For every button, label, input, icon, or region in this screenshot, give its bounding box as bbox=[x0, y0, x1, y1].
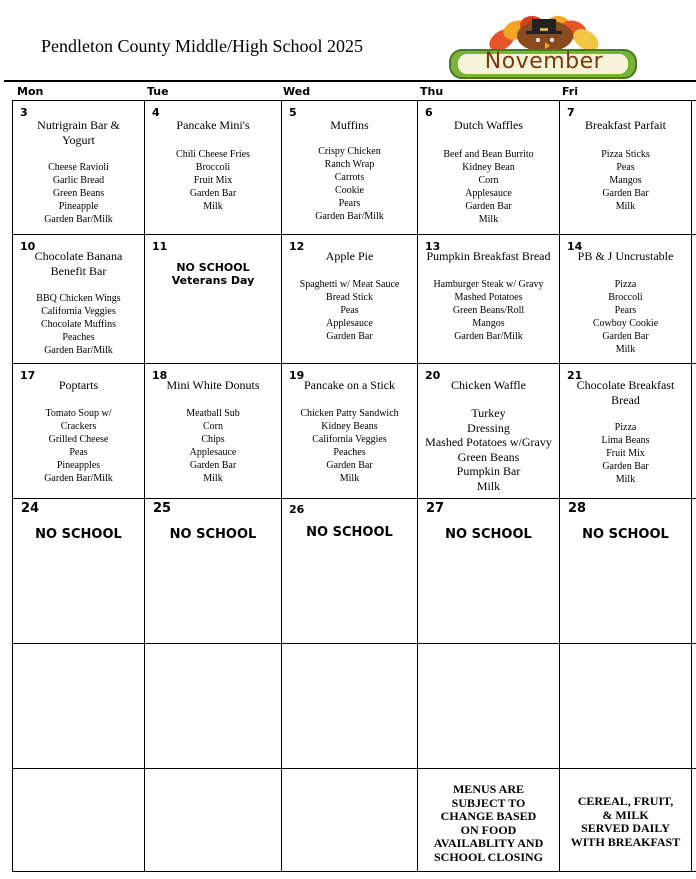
date-number: 24 bbox=[21, 501, 40, 516]
day-cell-11 bbox=[145, 235, 281, 363]
day-cell-28 bbox=[560, 499, 691, 643]
breakfast-item: Pancake Mini's bbox=[176, 118, 250, 132]
lunch-menu: Pizza Broccoli Pears Cowboy Cookie Garden Bar Milk bbox=[592, 279, 659, 355]
breakfast-item: Mini White Donuts bbox=[166, 378, 260, 392]
breakfast-item: Chocolate Breakfast Bread bbox=[576, 378, 675, 407]
date-number: 20 bbox=[425, 369, 441, 382]
date-number: 14 bbox=[567, 240, 583, 253]
lunch-menu: Spaghetti w/ Meat Sauce Bread Stick Peas Applesauce Garden Bar bbox=[299, 279, 400, 342]
date-number: 10 bbox=[20, 240, 36, 253]
date-number: 21 bbox=[567, 369, 583, 382]
date-number: 11 bbox=[152, 240, 168, 253]
grid-rule bbox=[691, 100, 692, 872]
day-cell-27 bbox=[418, 499, 559, 643]
no-school-notice: NO SCHOOL bbox=[306, 525, 393, 540]
lunch-menu: Meatball Sub Corn Chips Applesauce Garden Bar Milk bbox=[186, 408, 240, 484]
lunch-menu: Cheese Ravioli Garlic Bread Green Beans Pineapple Garden Bar/Milk bbox=[44, 162, 113, 225]
school-title: Pendleton County Middle/High School 2025 bbox=[41, 36, 363, 56]
day-cell-20 bbox=[418, 364, 559, 498]
day-mon: Mon bbox=[17, 85, 44, 98]
no-school-notice: NO SCHOOL bbox=[35, 527, 122, 542]
day-cell-10 bbox=[13, 235, 144, 363]
day-cell-6 bbox=[418, 101, 559, 234]
day-fri: Fri bbox=[562, 85, 579, 98]
day-cell-18 bbox=[145, 364, 281, 498]
date-number: 6 bbox=[425, 106, 433, 119]
grid-rule bbox=[12, 871, 696, 872]
menu-change-note: MENUS ARE SUBJECT TO CHANGE BASED ON FOOD AVAILABLITY AND SCHOOL CLOSING bbox=[433, 782, 544, 864]
lunch-menu: Turkey Dressing Mashed Potatoes w/Gravy Green Beans Pumpkin Bar Milk bbox=[425, 406, 552, 493]
lunch-menu: Chicken Patty Sandwich Kidney Beans California Veggies Peaches Garden Bar Milk bbox=[300, 408, 399, 484]
date-number: 26 bbox=[289, 503, 305, 516]
breakfast-item: Nutrigrain Bar & Yogurt bbox=[37, 118, 120, 147]
no-school-notice: NO SCHOOL bbox=[169, 527, 257, 542]
breakfast-item: Pancake on a Stick bbox=[304, 378, 395, 392]
date-number: 18 bbox=[152, 369, 168, 382]
day-cell-25 bbox=[145, 499, 281, 643]
breakfast-item: Pumpkin Breakfast Bread bbox=[426, 249, 551, 263]
no-school-notice: NO SCHOOL bbox=[582, 527, 669, 542]
lunch-menu: Tomato Soup w/ Crackers Grilled Cheese Peas Pineapples Garden Bar/Milk bbox=[44, 408, 113, 484]
day-cell-5 bbox=[282, 101, 417, 234]
date-number: 25 bbox=[153, 501, 172, 516]
no-school-notice: NO SCHOOL Veterans Day bbox=[171, 261, 255, 287]
day-cell-13 bbox=[418, 235, 559, 363]
date-number: 17 bbox=[20, 369, 36, 382]
day-thu: Thu bbox=[420, 85, 444, 98]
breakfast-note: CEREAL, FRUIT, & MILK SERVED DAILY WITH BREAKFAST bbox=[570, 794, 681, 849]
lunch-menu: BBQ Chicken Wings California Veggies Chocolate Muffins Peaches Garden Bar/Milk bbox=[36, 293, 121, 356]
day-tue: Tue bbox=[147, 85, 169, 98]
lunch-menu: Hamburger Steak w/ Gravy Mashed Potatoes Green Beans/Roll Mangos Garden Bar/Milk bbox=[433, 279, 544, 342]
date-number: 28 bbox=[568, 501, 587, 516]
day-cell-21 bbox=[560, 364, 691, 498]
day-cell-17 bbox=[13, 364, 144, 498]
date-number: 19 bbox=[289, 369, 305, 382]
breakfast-item: Apple Pie bbox=[325, 249, 374, 263]
lunch-menu: Pizza Sticks Peas Mangos Garden Bar Milk bbox=[601, 149, 650, 212]
date-number: 12 bbox=[289, 240, 305, 253]
day-cell-4 bbox=[145, 101, 281, 234]
breakfast-item: Dutch Waffles bbox=[454, 118, 523, 132]
day-cell-7 bbox=[560, 101, 691, 234]
day-cell-19 bbox=[282, 364, 417, 498]
date-number: 4 bbox=[152, 106, 160, 119]
weekday-header bbox=[4, 83, 696, 100]
breakfast-item: Muffins bbox=[330, 118, 369, 132]
breakfast-item: Poptarts bbox=[58, 378, 99, 392]
no-school-notice: NO SCHOOL bbox=[445, 527, 532, 542]
day-cell-3 bbox=[13, 101, 144, 234]
date-number: 27 bbox=[426, 501, 445, 516]
day-wed: Wed bbox=[283, 85, 311, 98]
date-number: 5 bbox=[289, 106, 297, 119]
november-logo bbox=[446, 16, 642, 82]
lunch-menu: Beef and Bean Burrito Kidney Bean Corn Applesauce Garden Bar Milk bbox=[443, 149, 534, 225]
breakfast-item: Chocolate Banana Benefit Bar bbox=[34, 249, 123, 278]
lunch-menu: Crispy Chicken Ranch Wrap Carrots Cookie Pears Garden Bar/Milk bbox=[315, 146, 384, 222]
grid-rule bbox=[12, 643, 696, 644]
day-cell-12 bbox=[282, 235, 417, 363]
lunch-menu: Pizza Lima Beans Fruit Mix Garden Bar Milk bbox=[601, 422, 650, 485]
day-cell-14 bbox=[560, 235, 691, 363]
header-rule bbox=[4, 80, 696, 82]
month-label: November bbox=[484, 49, 604, 74]
date-number: 3 bbox=[20, 106, 28, 119]
breakfast-item: Chicken Waffle bbox=[451, 378, 526, 392]
date-number: 7 bbox=[567, 106, 575, 119]
menu-calendar-grid bbox=[0, 100, 696, 872]
breakfast-item: PB & J Uncrustable bbox=[577, 249, 674, 263]
lunch-menu: Chili Cheese Fries Broccoli Fruit Mix Garden Bar Milk bbox=[176, 149, 250, 212]
breakfast-item: Breakfast Parfait bbox=[585, 118, 666, 132]
day-cell-24 bbox=[13, 499, 144, 643]
date-number: 13 bbox=[425, 240, 441, 253]
day-cell-26 bbox=[282, 499, 417, 643]
